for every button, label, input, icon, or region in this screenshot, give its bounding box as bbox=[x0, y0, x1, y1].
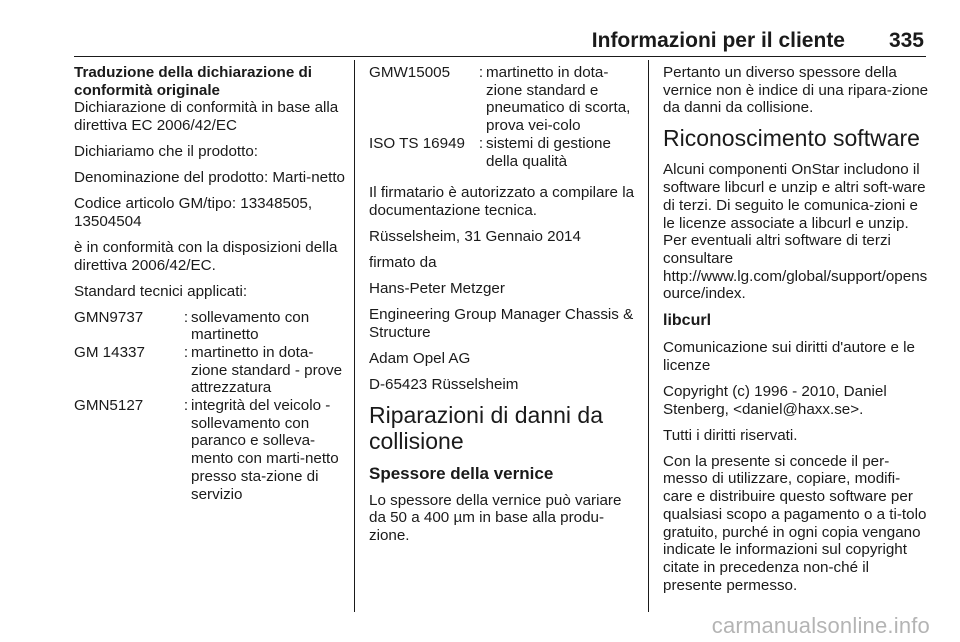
standards-table bbox=[369, 64, 639, 170]
section-heading: Traduzione della dichiarazione di conformità originale bbox=[74, 64, 312, 99]
paragraph: Engineering Group Manager Chassis & Structure bbox=[369, 305, 634, 341]
separator: : bbox=[478, 64, 484, 81]
standard-description: martinetto in dota-zione standard - prove attrezzatura bbox=[191, 343, 343, 397]
standard-code: GMN5127 bbox=[74, 397, 144, 415]
paragraph: D-65423 Rüsselsheim bbox=[369, 375, 519, 393]
paragraph: Dichiariamo che il prodotto: bbox=[74, 143, 259, 161]
paragraph: Codice articolo GM/tipo: 13348505, 13504504 bbox=[74, 195, 313, 230]
column-1 bbox=[74, 64, 346, 503]
table-row bbox=[369, 64, 639, 135]
section-title: Riparazioni di danni da collisione bbox=[369, 401, 603, 454]
page-number: 335 bbox=[888, 29, 924, 52]
column-divider-right bbox=[648, 60, 649, 612]
separator: : bbox=[183, 343, 189, 361]
paragraph: Tutti i diritti riservati. bbox=[663, 426, 798, 444]
separator: : bbox=[183, 308, 189, 326]
standard-code: GM 14337 bbox=[74, 343, 145, 361]
standard-code: GMN9737 bbox=[74, 308, 144, 326]
paragraph: Comunicazione sui diritti d'autore e le licenze bbox=[663, 339, 915, 375]
paragraph: Standard tecnici applicati: bbox=[74, 282, 248, 300]
paragraph: Con la presente si concede il per-messo di utilizzare, copiare, modifi-care e distribuire questo software per qualsiasi scopo a pagamento o a ti-tolo gratuito, purché in ogni copia vengano indicate le informazioni sul copyright citate in precedenza non-ché il presente permesso. bbox=[663, 452, 927, 594]
table-row bbox=[369, 135, 639, 170]
page-title: Informazioni per il cliente bbox=[591, 29, 845, 52]
section-title: Riconoscimento software bbox=[663, 125, 920, 152]
paragraph: Il firmatario è autorizzato a compilare la documentazione tecnica. bbox=[369, 184, 635, 219]
header-divider bbox=[74, 56, 926, 57]
table-row bbox=[74, 309, 346, 344]
paragraph: Alcuni componenti OnStar includono il software libcurl e unzip e altri soft-ware di terzi. Di seguito le comunica-zioni e le licenze associate a libcurl e unzip. Per eventuali altri software di terzi consultare http://www.lg.com/global/support/opensource/index. bbox=[663, 161, 928, 303]
paragraph: Denominazione del prodotto: Marti-netto bbox=[74, 169, 345, 187]
paragraph: Copyright (c) 1996 - 2010, Daniel Stenberg, <daniel@haxx.se>. bbox=[663, 383, 887, 418]
subsection-title: Spessore della vernice bbox=[369, 463, 554, 483]
paragraph: Rüsselsheim, 31 Gennaio 2014 bbox=[369, 227, 581, 245]
standard-code: GMW15005 bbox=[369, 64, 451, 81]
table-row bbox=[74, 344, 346, 397]
column-3 bbox=[663, 64, 929, 603]
paragraph: Pertanto un diverso spessore della vernice non è indice di una ripara-zione da danni da collisione. bbox=[663, 64, 929, 117]
column-divider-left bbox=[354, 60, 355, 612]
paragraph: Hans-Peter Metzger bbox=[369, 279, 505, 297]
standard-description: sistemi di gestione della qualità bbox=[486, 134, 611, 170]
table-row bbox=[74, 397, 346, 503]
standard-description: integrità del veicolo - sollevamento con paranco e solleva-mento con marti-netto presso sta-zione di servizio bbox=[191, 397, 339, 503]
column-2 bbox=[369, 64, 639, 553]
separator: : bbox=[478, 134, 484, 152]
standard-description: sollevamento con martinetto bbox=[191, 308, 310, 344]
subsection-title: libcurl bbox=[663, 312, 712, 330]
paragraph: firmato da bbox=[369, 253, 437, 271]
standard-description: martinetto in dota-zione standard e pneumatico di scorta, prova vei-colo bbox=[486, 64, 631, 135]
paragraph: Adam Opel AG bbox=[369, 349, 471, 367]
standards-table bbox=[74, 309, 346, 504]
paragraph: Lo spessore della vernice può variare da 50 a 400 µm in base alla produ-zione. bbox=[369, 491, 622, 545]
watermark: carmanualsonline.info bbox=[711, 613, 930, 638]
standard-code: ISO TS 16949 bbox=[369, 134, 465, 152]
paragraph: Dichiarazione di conformità in base alla direttiva EC 2006/42/EC bbox=[74, 99, 339, 135]
separator: : bbox=[183, 397, 189, 415]
paragraph: è in conformità con la disposizioni della direttiva 2006/42/EC. bbox=[74, 238, 338, 274]
